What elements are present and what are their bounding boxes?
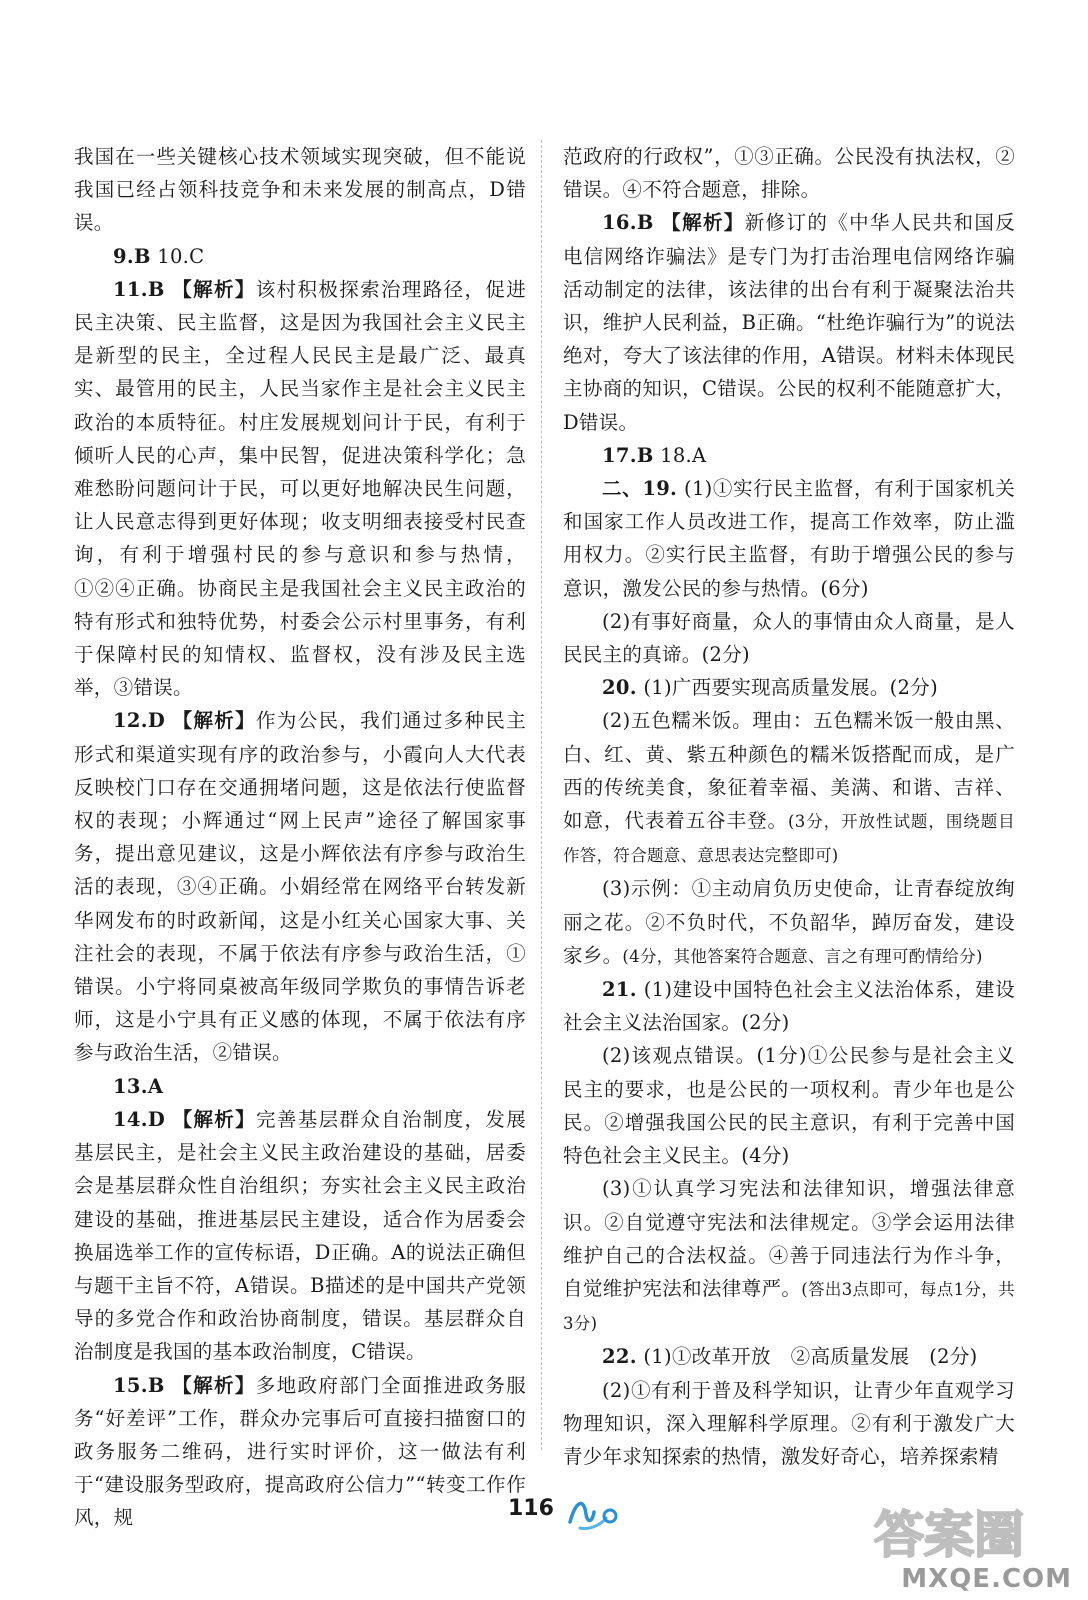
answer-text: (3)示例：①主动肩负历史使命，让青春绽放绚丽之花。②不负时代，不负韶华，踔厉奋发，建设家乡。 [563, 877, 1015, 967]
answer-text: (2)五色糯米饭。理由：五色糯米饭一般由黑、白、红、黄、紫五种颜色的糯米饭搭配而成，是广西的传统美食，象征着幸福、美满、和谐、吉祥、如意，代表着五谷丰登。 [563, 709, 1015, 833]
analysis-tag: 【解析】 [172, 1107, 257, 1131]
analysis-tag: 【解析】 [172, 709, 257, 733]
analysis-tag: 【解析】 [172, 1373, 256, 1397]
answer-text: 范政府的行政权”，①③正确。公民没有执法权，②错误。④不符合题意，排除。 [563, 145, 1015, 202]
analysis-tag: 【解析】 [661, 211, 745, 235]
answer-paragraph [74, 1070, 526, 1103]
scoring-note: (4分，其他答案符合题意、言之有理可酌情给分) [622, 946, 983, 966]
answer-paragraph [74, 140, 526, 240]
question-number: 17.B [602, 443, 654, 467]
wave-decoration-icon [566, 1492, 622, 1532]
question-number: 21. [602, 978, 637, 1002]
left-column [74, 140, 526, 1535]
answer-text: 我国在一些关键核心技术领域实现突破，但不能说我国已经占领科技竞争和未来发展的制高点，D错误。 [74, 145, 526, 235]
answer-text: 该村积极探索治理路径，促进民主决策、民主监督，这是因为我国社会主义民主是新型的民主，全过程人民民主是最广泛、最真实、最管用的民主，人民当家作主是社会主义民主政治的本质特征。村庄发展规划问计于民，有利于倾听人民的心声，集中民智，促进决策科学化；急难愁盼问题问计于民，可以更好地解决民生问题，让人民意志得到更好体现；收支明细表接受村民查询，有利于增强村民的参与意识和参与热情，①②④正确。协商民主是我国社会主义民主政治的特有形式和独特优势，村委会公示村里事务，有利于保障村民的知情权、监督权，没有涉及民主选举，③错误。 [74, 277, 527, 700]
right-column [563, 140, 1015, 1473]
analysis-tag: 【解析】 [172, 277, 256, 301]
answer-text: (2)有事好商量，众人的事情由众人商量，是人民民主的真谛。(2分) [563, 609, 1015, 667]
answer-paragraph [563, 1374, 1015, 1474]
answer-paragraph [563, 1340, 1015, 1373]
question-number: 22. [602, 1345, 637, 1369]
answer-text: (1)建设中国特色社会主义法治体系，建设社会主义法治国家。(2分) [563, 978, 1016, 1035]
question-number: 15.B [113, 1373, 165, 1397]
answer-paragraph [563, 704, 1015, 872]
answer-text: (1)广西要实现高质量发展。(2分) [643, 676, 938, 700]
answer-text: 作为公民，我们通过多种民主形式和渠道实现有序的政治参与，小霞向人大代表反映校门口存在交通拥堵问题，这是依法行使监督权的表现；小辉通过“网上民声”途径了解国家事务，提出意见建议，这是小辉依法有序参与政治生活的表现，③④正确。小娟经常在网络平台转发新华网发布的时政新闻，这是小红关心国家大事、关注社会的表现，不属于依法有序参与政治生活，①错误。小宁将同桌被高年级同学欺负的事情告诉老师，这是小宁具有正义感的体现，不属于依法有序参与政治生活，②错误。 [74, 709, 527, 1065]
question-number: 16.B [602, 211, 654, 235]
column-divider [541, 140, 543, 1450]
answer-paragraph [563, 872, 1015, 973]
question-number: 13.A [113, 1074, 164, 1098]
answer-text: (1)①改革开放 ②高质量发展 (2分) [643, 1345, 978, 1369]
watermark-text: 答案圈 [874, 1506, 1024, 1562]
answer-paragraph [563, 140, 1015, 206]
watermark-url: MXQE.COM [901, 1564, 1072, 1594]
answer-paragraph [563, 1172, 1015, 1340]
question-number: 12.D [113, 709, 166, 733]
answer-text: 10.C [157, 244, 205, 268]
answer-paragraph [563, 973, 1015, 1039]
answer-paragraph [563, 472, 1015, 605]
answer-text: (2)①有利于普及科学知识，让青少年直观学习物理知识，深入理解科学原理。②有利于激发广大青少年求知探索的热情，激发好奇心，培养探索精 [563, 1378, 1015, 1468]
question-number: 二、19. [602, 477, 678, 501]
answer-paragraph [563, 206, 1015, 438]
question-number: 11.B [113, 277, 165, 301]
question-number: 14.D [113, 1107, 166, 1131]
answer-text: 完善基层群众自治制度，发展基层民主，是社会主义民主政治建设的基础，居委会是基层群众性自治组织；夯实社会主义民主政治建设的基础，推进基层民主建设，适合作为居委会换届选举工作的宣传标语，D正确。A的说法正确但与题干主旨不符，A错误。B描述的是中国共产党领导的多党合作和政治协商制度，错误。基层群众自治制度是我国的基本政治制度，C错误。 [74, 1107, 527, 1364]
answer-paragraph [563, 439, 1015, 472]
answer-text: 新修订的《中华人民共和国反电信网络诈骗法》是专门为打击治理电信网络诈骗活动制定的法律，该法律的出台有利于凝聚法治共识，维护人民利益，B正确。“杜绝诈骗行为”的说法绝对，夸大了该法律的作用，A错误。材料未体现民主协商的知识，C错误。公民的权利不能随意扩大，D错误。 [563, 211, 1016, 434]
answer-paragraph [563, 1039, 1015, 1172]
watermark-logo-icon [870, 1502, 1076, 1562]
answer-paragraph [563, 671, 1015, 704]
answer-paragraph [74, 240, 526, 273]
answer-paragraph [74, 704, 526, 1069]
answer-paragraph [563, 605, 1015, 671]
question-number: 20. [602, 676, 637, 700]
scoring-note: (答出3点即可，每点1分，共3分) [563, 1279, 1015, 1334]
answer-text: (2)该观点错误。(1分)①公民参与是社会主义民主的要求，也是公民的一项权利。青少年也是公民。②增强我国公民的民主意识，有利于完善中国特色社会主义民主。(4分) [563, 1044, 1015, 1168]
answer-text: 多地政府部门全面推进政务服务“好差评”工作，群众办完事后可直接扫描窗口的政务服务二维码，进行实时评价，这一做法有利于“建设服务型政府，提高政府公信力”“转变工作作风，规 [74, 1373, 527, 1530]
answer-paragraph [74, 1103, 526, 1369]
answer-text: (1)①实行民主监督，有利于国家机关和国家工作人员改进工作，提高工作效率，防止滥用权力。②实行民主监督，有助于增强公民的参与意识，激发公民的参与热情。(6分) [563, 477, 1015, 600]
answer-text: (3)①认真学习宪法和法律知识，增强法律意识。②自觉遵守宪法和法律规定。③学会运用法律维护自己的合法权益。④善于同违法行为作斗争，自觉维护宪法和法律尊严。 [563, 1177, 1015, 1300]
answer-text: 18.A [660, 443, 707, 467]
answer-paragraph [74, 273, 526, 705]
question-number: 9.B [113, 244, 151, 268]
scoring-note: (3分，开放性试题，围绕题目作答，符合题意、意思表达完整即可) [563, 812, 1015, 866]
page-number: 116 [508, 1496, 554, 1521]
